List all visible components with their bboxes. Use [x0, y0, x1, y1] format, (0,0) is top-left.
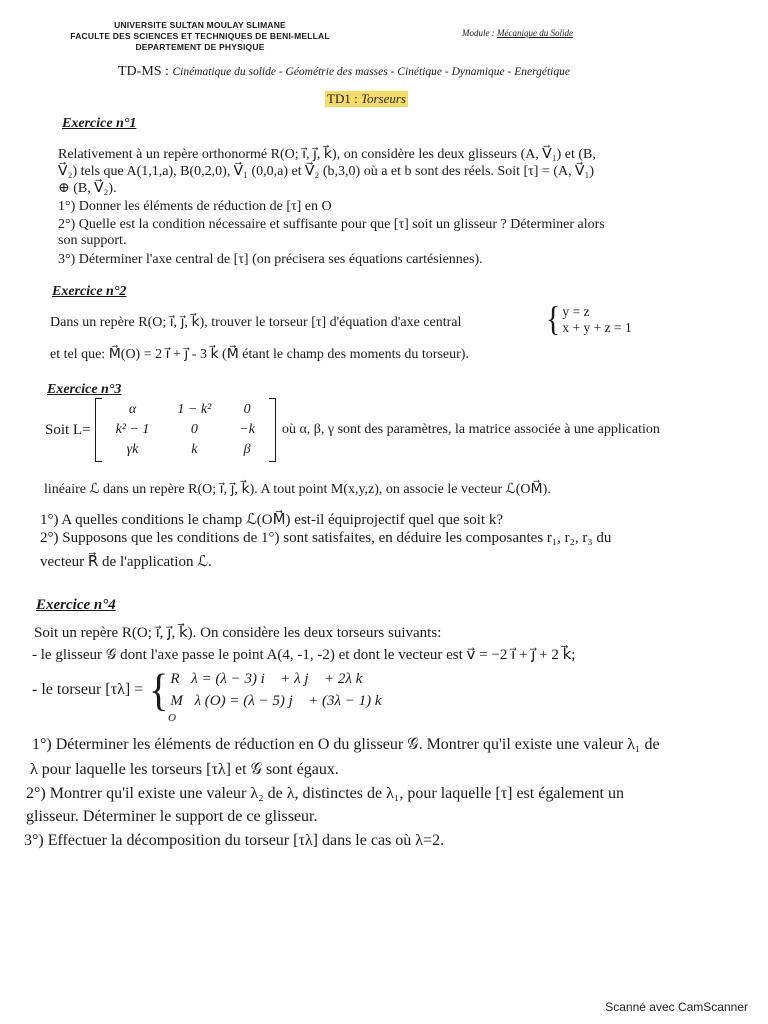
course-topics: Cinématique du solide - Géométrie des masses - Cinétique - Dynamique - Energétique	[172, 66, 570, 78]
matrix-cell: 0	[190, 422, 198, 437]
reduction-point: O	[168, 712, 176, 724]
exercise-1-title: Exercice n°1	[62, 116, 137, 131]
module-prefix: Module :	[462, 28, 495, 38]
matrix-cell: k² − 1	[115, 422, 150, 437]
td-subject: Torseurs	[360, 91, 406, 106]
brace-symbol: {	[546, 300, 561, 339]
matrix-description: où α, β, γ sont des paramètres, la matrice associée à une application	[281, 422, 660, 437]
exercise-3-line: linéaire ℒ dans un repère R(O; i⃗, j⃗, k⃗). A tout point M(x,y,z), on associe le vecteur ℒ(OM⃗).	[44, 482, 551, 497]
exercise-2-line: Dans un repère R(O; i⃗, j⃗, k⃗), trouver le torseur [τ] d'équation d'axe central	[50, 315, 462, 330]
matrix-L	[95, 398, 276, 462]
faculty-name: FACULTE DES SCIENCES ET TECHNIQUES DE BENI-MELLAL	[70, 31, 330, 41]
module-name: Mécanique du Solide	[497, 28, 573, 38]
td-label: TD1 :	[327, 91, 358, 106]
exercise-1-line: 2°) Quelle est la condition nécessaire et suffisante pour que [τ] soit un glisseur ? Déterminer alors	[58, 217, 605, 232]
equation: y = z	[562, 304, 590, 319]
exercise-4-line: λ pour laquelle les torseurs [τλ] et 𝒢 sont égaux.	[30, 761, 339, 778]
exercise-1-line: 3°) Déterminer l'axe central de [τ] (on précisera ses équations cartésiennes).	[58, 252, 483, 267]
td-title	[325, 91, 408, 107]
exercise-2-title: Exercice n°2	[52, 284, 127, 299]
module-note	[462, 28, 573, 38]
matrix-label: Soit L=	[45, 421, 91, 438]
exercise-1-line: Relativement à un repère orthonormé R(O; i⃗, j⃗, k⃗), on considère les deux glisseurs (A, V⃗₁) et (B,	[58, 147, 596, 162]
exercise-3-title: Exercice n°3	[47, 382, 122, 397]
scanner-watermark: Scanné avec CamScanner	[605, 1000, 748, 1014]
exercise-1-line: 1°) Donner les éléments de réduction de [τ] en O	[58, 199, 332, 214]
matrix-cell: 1 − k²	[177, 402, 212, 417]
resultant-expression: R⃗λ = (λ − 3) i⃗ + λ j⃗ + 2λ k⃗	[170, 671, 374, 687]
torseur-label: - le torseur [τλ] =	[32, 681, 144, 698]
exercise-3-line: 1°) A quelles conditions le champ ℒ(OM⃗) est-il équiprojectif quel que soit k?	[40, 512, 503, 528]
central-axis-system	[546, 300, 632, 339]
department-name: DEPARTEMENT DE PHYSIQUE	[135, 42, 265, 52]
exercise-2-line: et tel que: M⃗(O) = 2 i⃗ + j⃗ - 3 k⃗ (M⃗ étant le champ des moments du torseur).	[50, 347, 469, 362]
matrix-cell: 0	[243, 402, 251, 417]
matrix-cell: k	[191, 442, 198, 457]
exercise-3-line: vecteur R⃗ de l'application ℒ.	[40, 554, 212, 570]
exercise-1-line: V⃗₂) tels que A(1,1,a), B(0,2,0), V⃗₁ (0,0,a) et V⃗₂ (b,3,0) où a et b sont des réels. Soit [τ] = (A, V⃗₁)	[58, 164, 594, 179]
matrix-cell: α	[128, 402, 137, 417]
course-code: TD-MS :	[118, 64, 169, 79]
system-equations	[562, 304, 631, 336]
brace-symbol: {	[149, 663, 169, 716]
matrix-cell: −k	[239, 422, 255, 437]
equation: x + y + z = 1	[562, 320, 632, 335]
exercise-3-line: 2°) Supposons que les conditions de 1°) sont satisfaites, en déduire les composantes r₁, r₂, r₃ du	[40, 530, 612, 546]
exercise-4-line: 2°) Montrer qu'il existe une valeur λ₂ de λ, distinctes de λ₁, pour laquelle [τ] est également un	[26, 785, 624, 802]
torseur-definition	[32, 663, 394, 716]
matrix-cell: β	[243, 442, 251, 457]
moment-expression: M⃗λ (O) = (λ − 5) j⃗ + (3λ − 1) k⃗	[170, 693, 394, 709]
exercise-4-title: Exercice n°4	[36, 597, 116, 613]
exercise-1-line: ⊕ (B, V⃗₂).	[58, 181, 117, 196]
exercise-4-line: 1°) Déterminer les éléments de réduction en O du glisseur 𝒢. Montrer qu'il existe une valeur λ₁ de	[32, 736, 660, 753]
torseur-components	[170, 668, 393, 712]
exercise-4-line: Soit un repère R(O; i⃗, j⃗, k⃗). On considère les deux torseurs suivants:	[34, 625, 442, 641]
exercise-4-line: 3°) Effectuer la décomposition du torseur [τλ] dans le cas où λ=2.	[24, 832, 445, 849]
matrix-block	[45, 398, 660, 462]
exercise-4-line: - le glisseur 𝒢 dont l'axe passe le point A(4, -1, -2) et dont le vecteur est v⃗ = −2 i⃗ + j⃗ + 2 k⃗;	[32, 647, 576, 663]
university-name: UNIVERSITE SULTAN MOULAY SLIMANE	[114, 20, 286, 30]
course-line	[118, 64, 570, 80]
matrix-cell: γk	[126, 442, 139, 457]
exercise-1-line: son support.	[58, 233, 127, 248]
exercise-4-line: glisseur. Déterminer le support de ce glisseur.	[26, 808, 318, 825]
university-header	[60, 20, 340, 53]
